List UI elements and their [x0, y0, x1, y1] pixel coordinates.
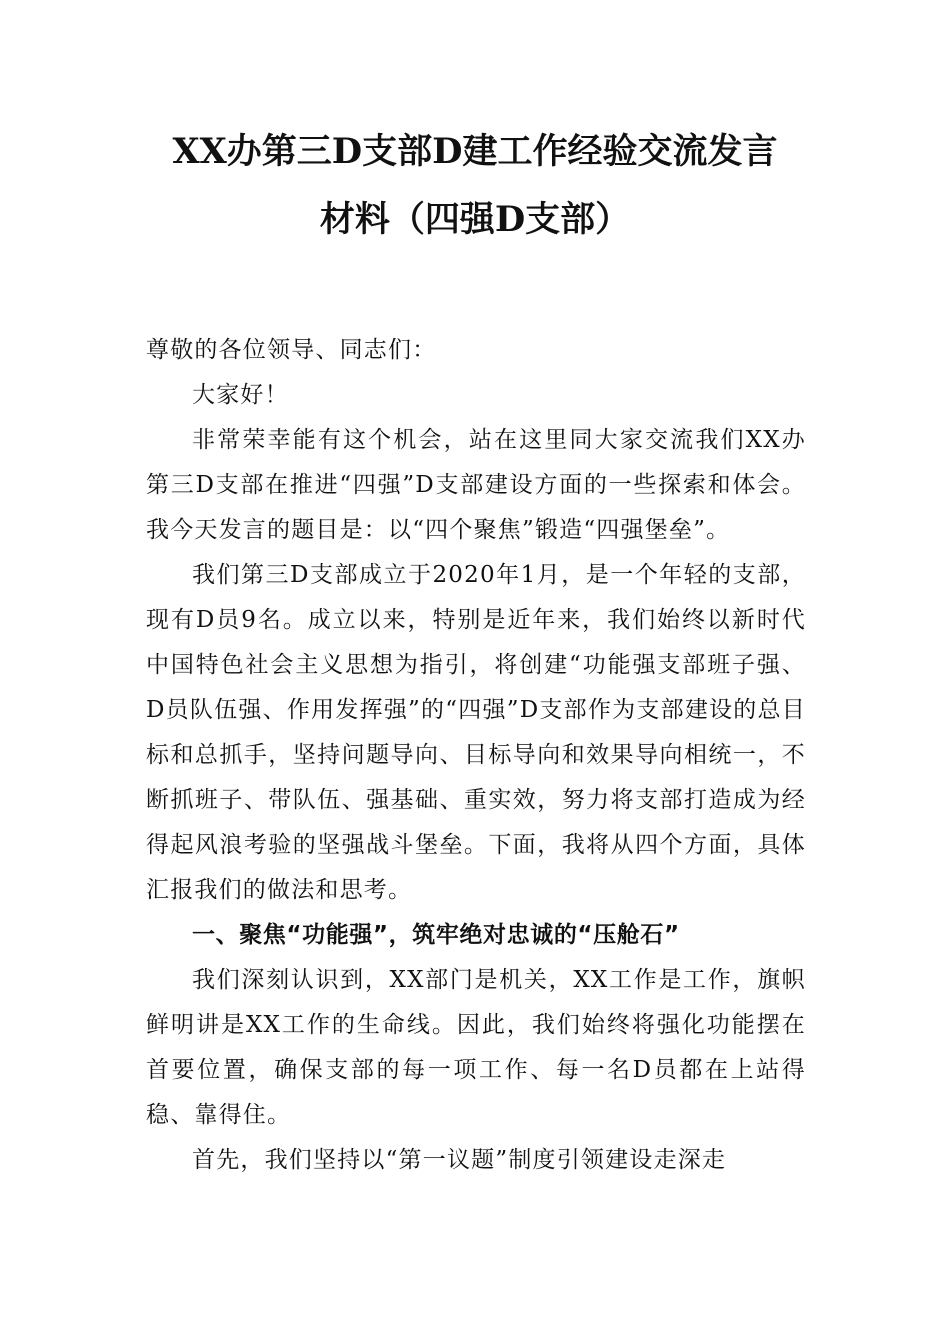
intro-paragraph: 非常荣幸能有这个机会，站在这里同大家交流我们XX办第三D支部在推进“四强”D支部建设方面的一些探索和体会。我今天发言的题目是：以“四个聚焦”锻造“四强堡垒”。: [146, 427, 806, 543]
document-body: [146, 328, 806, 1183]
document-title: [145, 118, 805, 254]
title-line-2: 材料（四强D支部）: [319, 199, 631, 240]
section-paragraph-2: 首先，我们坚持以“第一议题”制度引领建设走深走: [192, 1147, 727, 1173]
title-line-1: XX办第三D支部D建工作经验交流发言: [172, 131, 778, 172]
section-heading: 一、聚焦“功能强”，筑牢绝对忠诚的“压舱石”: [192, 922, 680, 948]
greeting-paragraph: 大家好！: [192, 382, 289, 408]
background-paragraph: 我们第三D支部成立于2020年1月，是一个年轻的支部，现有D员9名。成立以来，特别是近年来，我们始终以新时代中国特色社会主义思想为指引，将创建“功能强支部班子强、D员队伍强、作用发挥强”的“四强”D支部作为支部建设的总目标和总抓手，坚持问题导向、目标导向和效果导向相统一，不断抓班子、带队伍、强基础、重实效，努力将支部打造成为经得起风浪考验的坚强战斗堡垒。下面，我将从四个方面，具体汇报我们的做法和思考。: [146, 562, 806, 903]
section-paragraph-1: 我们深刻认识到，XX部门是机关，XX工作是工作，旗帜鲜明讲是XX工作的生命线。因此，我们始终将强化功能摆在首要位置，确保支部的每一项工作、每一名D员都在上站得稳、靠得住。: [146, 967, 806, 1128]
salutation: 尊敬的各位领导、同志们：: [146, 337, 437, 363]
